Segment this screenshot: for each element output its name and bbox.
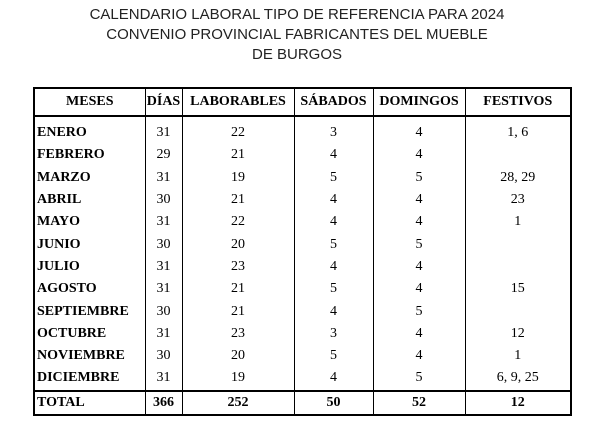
cell-mes: AGOSTO (34, 278, 145, 300)
cell-mes: OCTUBRE (34, 323, 145, 345)
cell-mes: ENERO (34, 122, 145, 144)
title-line-1: CALENDARIO LABORAL TIPO DE REFERENCIA PARA 2024 (89, 6, 505, 23)
total-laborables: 252 (182, 391, 294, 415)
cell-festivos: 6, 9, 25 (465, 367, 571, 390)
header-domingos: DOMINGOS (373, 88, 465, 116)
cell-sabados: 4 (294, 300, 373, 322)
table-row (34, 300, 571, 322)
table-row (34, 189, 571, 211)
cell-laborables: 22 (182, 211, 294, 233)
cell-mes: ABRIL (34, 189, 145, 211)
total-domingos: 52 (373, 391, 465, 415)
cell-dias: 31 (145, 211, 182, 233)
cell-laborables: 19 (182, 367, 294, 390)
table-body (34, 116, 571, 391)
cell-sabados: 5 (294, 345, 373, 367)
cell-laborables: 21 (182, 189, 294, 211)
cell-sabados: 4 (294, 256, 373, 278)
cell-sabados: 3 (294, 323, 373, 345)
document-title (0, 5, 610, 65)
cell-domingos: 5 (373, 167, 465, 189)
cell-festivos: 1 (465, 345, 571, 367)
cell-festivos (465, 144, 571, 166)
cell-domingos: 4 (373, 122, 465, 144)
calendar-table (33, 87, 572, 416)
cell-dias: 31 (145, 122, 182, 144)
cell-sabados: 5 (294, 233, 373, 255)
cell-sabados: 5 (294, 167, 373, 189)
cell-laborables: 23 (182, 323, 294, 345)
cell-domingos: 4 (373, 256, 465, 278)
table-row (34, 345, 571, 367)
header-dias: DÍAS (145, 88, 182, 116)
cell-laborables: 19 (182, 167, 294, 189)
table-row (34, 256, 571, 278)
cell-mes: NOVIEMBRE (34, 345, 145, 367)
cell-festivos: 1, 6 (465, 122, 571, 144)
total-label: TOTAL (34, 391, 145, 415)
cell-domingos: 4 (373, 323, 465, 345)
cell-domingos: 5 (373, 233, 465, 255)
cell-dias: 30 (145, 233, 182, 255)
cell-laborables: 22 (182, 122, 294, 144)
table-row (34, 211, 571, 233)
cell-dias: 30 (145, 300, 182, 322)
cell-domingos: 4 (373, 278, 465, 300)
cell-festivos: 1 (465, 211, 571, 233)
cell-laborables: 23 (182, 256, 294, 278)
cell-dias: 30 (145, 345, 182, 367)
cell-domingos: 5 (373, 300, 465, 322)
cell-mes: DICIEMBRE (34, 367, 145, 390)
table-row (34, 278, 571, 300)
title-line-3: DE BURGOS (251, 46, 342, 63)
cell-laborables: 20 (182, 345, 294, 367)
cell-mes: JUNIO (34, 233, 145, 255)
cell-sabados: 4 (294, 189, 373, 211)
cell-dias: 30 (145, 189, 182, 211)
cell-laborables: 21 (182, 144, 294, 166)
cell-laborables: 21 (182, 278, 294, 300)
cell-dias: 31 (145, 167, 182, 189)
header-meses: MESES (34, 88, 145, 116)
cell-domingos: 4 (373, 345, 465, 367)
cell-festivos (465, 256, 571, 278)
total-sabados: 50 (294, 391, 373, 415)
cell-domingos: 4 (373, 189, 465, 211)
table-footer (34, 391, 571, 415)
cell-sabados: 3 (294, 122, 373, 144)
cell-festivos: 28, 29 (465, 167, 571, 189)
cell-dias: 31 (145, 367, 182, 390)
total-row (34, 391, 571, 415)
cell-dias: 31 (145, 278, 182, 300)
cell-dias: 31 (145, 256, 182, 278)
cell-mes: MAYO (34, 211, 145, 233)
cell-mes: JULIO (34, 256, 145, 278)
cell-mes: MARZO (34, 167, 145, 189)
table-row (34, 323, 571, 345)
table-row (34, 233, 571, 255)
cell-domingos: 4 (373, 211, 465, 233)
cell-dias: 29 (145, 144, 182, 166)
cell-sabados: 4 (294, 144, 373, 166)
cell-mes: FEBRERO (34, 144, 145, 166)
cell-dias: 31 (145, 323, 182, 345)
cell-festivos: 15 (465, 278, 571, 300)
cell-laborables: 20 (182, 233, 294, 255)
cell-domingos: 5 (373, 367, 465, 390)
table-row (34, 167, 571, 189)
table-row (34, 367, 571, 390)
table-row (34, 144, 571, 166)
cell-festivos (465, 233, 571, 255)
cell-festivos: 23 (465, 189, 571, 211)
cell-festivos (465, 300, 571, 322)
header-sabados: SÁBADOS (294, 88, 373, 116)
table-row (34, 122, 571, 144)
header-festivos: FESTIVOS (465, 88, 571, 116)
total-festivos: 12 (465, 391, 571, 415)
total-dias: 366 (145, 391, 182, 415)
cell-laborables: 21 (182, 300, 294, 322)
table-header (34, 88, 571, 116)
cell-sabados: 4 (294, 367, 373, 390)
title-line-2: CONVENIO PROVINCIAL FABRICANTES DEL MUEBLE (106, 26, 488, 43)
cell-festivos: 12 (465, 323, 571, 345)
cell-sabados: 4 (294, 211, 373, 233)
cell-domingos: 4 (373, 144, 465, 166)
header-laborables: LABORABLES (182, 88, 294, 116)
cell-sabados: 5 (294, 278, 373, 300)
cell-mes: SEPTIEMBRE (34, 300, 145, 322)
